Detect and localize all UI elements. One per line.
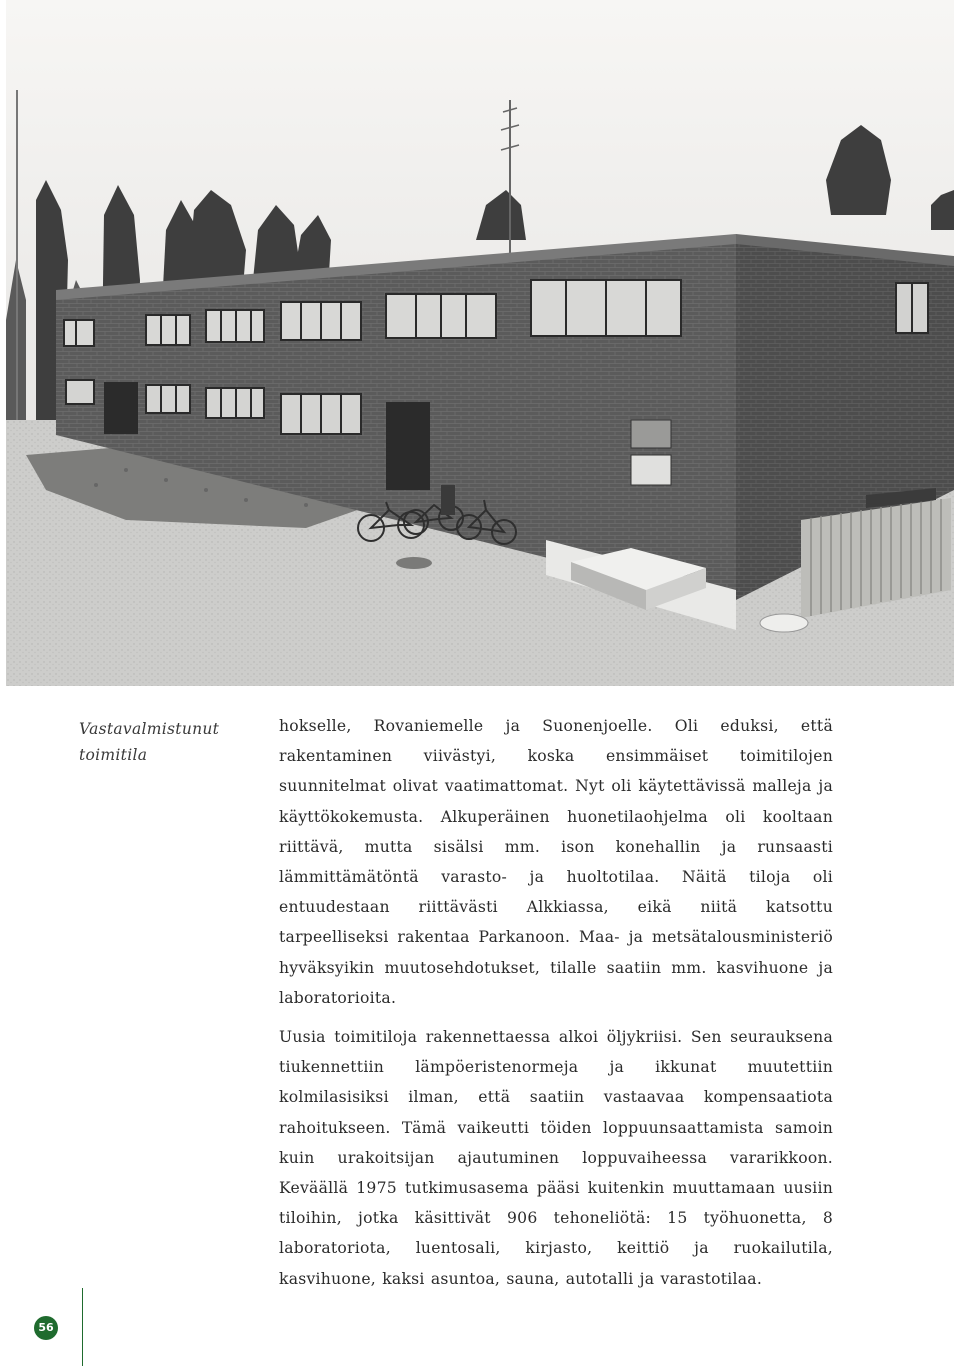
caption-line-2: toimitila (79, 746, 148, 764)
paragraph-1: hokselle, Rovaniemelle ja Suonenjoelle. Oli eduksi, että rakentaminen viivästyi, koska ensimmäiset toimitilojen suunnitelmat olivat vaatimattomat. Nyt oli käytettävissä malleja ja käyttökokemusta. Alkuperäinen huonetilaohjelma oli kooltaan riittävä, mutta sisälsi mm. ison konehallin ja runsaasti lämmittämätöntä varasto- ja huoltotilaa. Näitä tiloja oli entuudestaan riittävästi Alkkiassa, eikä niitä katsottu tarpeelliseksi rakentaa Parkanoon. Maa- ja metsätalousministeriö hyväksyikin muutosehdotukset, tilalle saatiin mm. kasvihuone ja laboratorioita. (279, 717, 833, 1007)
paragraph-2: Uusia toimitiloja rakennettaessa alkoi öljykriisi. Sen seurauksena tiukennettiin lämpöeristenormeja ja ikkunat muutettiin kolmilasisiksi ilman, että saatiin vastaavaa kompensaatiota rahoitukseen. Tämä vaikeutti töiden loppuunsaattamista samoin kuin urakoitsijan ajautuminen loppuvaiheessa vararikkoon. Keväällä 1975 tutkimusasema pääsi kuitenkin muuttamaan uusiin tiloihin, jotka käsittivät 906 tehoneliötä: 15 työhuonetta, 8 laboratoriota, luentosali, kirjasto, keittiö ja ruokailutila, kasvihuone, kaksi asuntoa, sauna, autotalli ja varastotilaa. (279, 1028, 833, 1288)
photo-caption (79, 716, 229, 768)
page-margin-rule (82, 1288, 83, 1366)
building-photo-illustration (6, 0, 954, 686)
building-photo (6, 0, 954, 686)
caption-line-1: Vastavalmistunut (79, 720, 220, 738)
page-number-badge: 56 (34, 1316, 58, 1340)
body-text (279, 711, 833, 1294)
